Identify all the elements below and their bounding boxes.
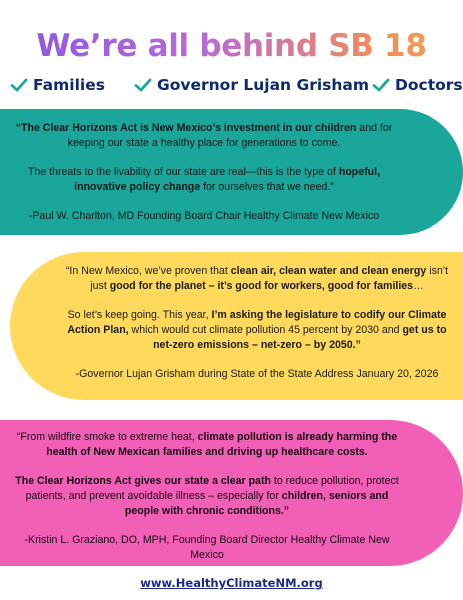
emphasis-text: The Clear Horizons Act gives our state a clear path bbox=[15, 475, 271, 487]
supporter-label: Governor Lujan Grisham bbox=[157, 76, 370, 94]
emphasis-text: get us to net-zero emissions – net-zero – by 2050.” bbox=[153, 324, 447, 351]
emphasis-text: “The Clear Horizons Act is New Mexico’s investment in our children bbox=[15, 122, 357, 134]
quote-text: which would cut climate pollution 45 percent by 2030 and bbox=[128, 324, 403, 336]
supporter-families bbox=[10, 76, 105, 94]
quote-text: and for keeping our state a healthy place for generations to come. bbox=[67, 122, 393, 149]
quote-card-governor bbox=[10, 252, 463, 400]
check-icon bbox=[10, 77, 28, 93]
supporter-list bbox=[8, 76, 463, 100]
website-link[interactable]: www.HealthyClimateNM.org bbox=[140, 576, 323, 590]
quote-text: The threats to the livability of our state are real—this is the type of bbox=[27, 166, 339, 178]
emphasis-text: I’m asking the legislature to codify our Climate Action Plan, bbox=[67, 309, 447, 336]
quote-card-graziano bbox=[0, 420, 463, 566]
quote-paragraph bbox=[14, 165, 394, 195]
emphasis-text: hopeful, innovative policy change bbox=[74, 166, 381, 193]
quote-attribution: -Kristin L. Graziano, DO, MPH, Founding Board Director Healthy Climate New Mexico bbox=[24, 534, 390, 561]
emphasis-text: good for the planet – it’s good for workers, good for families bbox=[109, 280, 414, 292]
quote-paragraph bbox=[14, 121, 394, 151]
quote-card-charlton bbox=[0, 109, 463, 235]
quote-paragraph bbox=[58, 264, 456, 294]
quote-text: … bbox=[413, 280, 424, 292]
quote-text: So let’s keep going. This year, bbox=[67, 309, 212, 321]
quote-paragraph bbox=[58, 308, 456, 353]
quote-text: to reduce pollution, protect patients, and prevent avoidable illness – especially for bbox=[25, 475, 399, 502]
quote-paragraph bbox=[8, 430, 406, 460]
supporter-doctors bbox=[372, 76, 463, 94]
emphasis-text: clean air, clean water and clean energy bbox=[230, 265, 427, 277]
quote-text: isn’t just bbox=[90, 265, 449, 292]
emphasis-text: climate pollution is already harming the health of New Mexican families and driving up healthcare costs. bbox=[46, 431, 398, 458]
quote-text: “From wildfire smoke to extreme heat, bbox=[16, 431, 198, 443]
check-icon bbox=[372, 77, 390, 93]
headline: We’re all behind SB 18 bbox=[0, 28, 463, 64]
quote-attribution: -Governor Lujan Grisham during State of the State Address January 20, 2026 bbox=[75, 368, 439, 380]
supporter-label: Families bbox=[33, 76, 105, 94]
supporter-label: Doctors bbox=[395, 76, 463, 94]
check-icon bbox=[134, 77, 152, 93]
quote-attribution: -Paul W. Charlton, MD Founding Board Chair Healthy Climate New Mexico bbox=[28, 210, 380, 222]
supporter-governor bbox=[134, 76, 369, 94]
quote-text: for ourselves that we need.” bbox=[200, 181, 334, 193]
quote-text: “In New Mexico, we’ve proven that bbox=[65, 265, 231, 277]
emphasis-text: children, seniors and people with chronic conditions.” bbox=[124, 490, 389, 517]
quote-paragraph bbox=[8, 474, 406, 519]
